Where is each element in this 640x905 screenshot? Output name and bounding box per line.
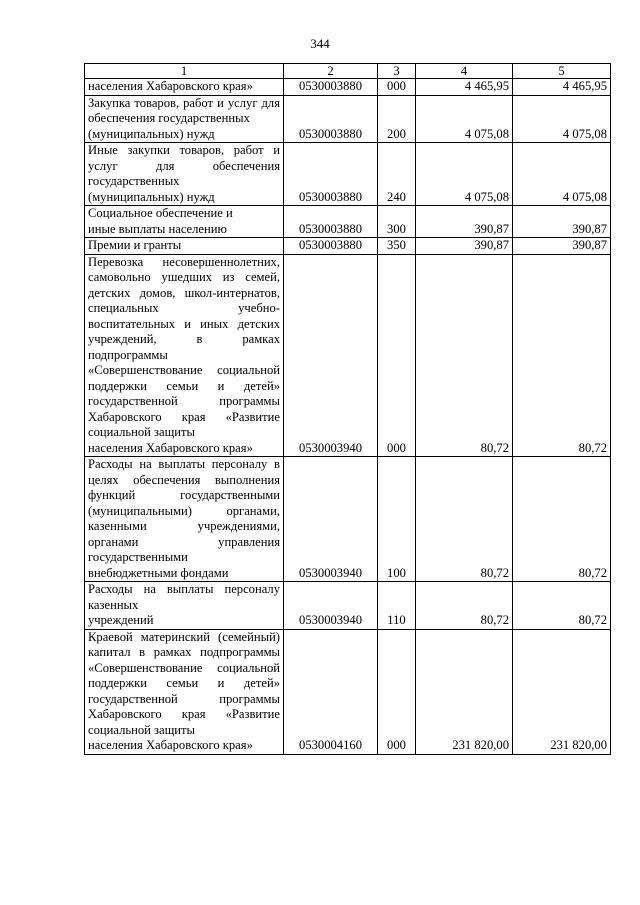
- table-row: [85, 95, 611, 143]
- expense-description: [85, 95, 284, 143]
- header-cell: 5: [513, 64, 611, 79]
- description-line: внебюджетными фондами: [88, 565, 229, 580]
- expense-type-code: 000: [378, 79, 416, 96]
- expense-description: [85, 457, 284, 582]
- amount-col-5: 231 820,00: [513, 629, 611, 754]
- description-line: Социальное обеспечение и: [88, 206, 233, 220]
- expense-type-code: 110: [378, 582, 416, 630]
- table-row: [85, 238, 611, 255]
- header-cell: 2: [284, 64, 378, 79]
- header-cell: 4: [416, 64, 513, 79]
- description-line: иные выплаты населению: [88, 221, 227, 236]
- description-line: Расходы на выплаты персоналу казенных: [88, 582, 280, 612]
- target-article-code: 0530003940: [284, 582, 378, 630]
- table-row: [85, 206, 611, 238]
- amount-col-5: 390,87: [513, 238, 611, 255]
- description-line: учреждений: [88, 613, 154, 627]
- table-row: [85, 582, 611, 630]
- expense-description: [85, 206, 284, 238]
- expense-description: [85, 254, 284, 457]
- table-row: [85, 457, 611, 582]
- amount-col-4: 80,72: [416, 254, 513, 457]
- description-line: (муниципальных) нужд: [88, 126, 215, 141]
- page-number: 344: [310, 36, 330, 51]
- header-cell: 3: [378, 64, 416, 79]
- target-article-code: 0530003880: [284, 79, 378, 96]
- expense-type-code: 000: [378, 254, 416, 457]
- expense-description: [85, 238, 284, 255]
- expense-description: [85, 143, 284, 206]
- amount-col-5: 80,72: [513, 582, 611, 630]
- expense-type-code: 200: [378, 95, 416, 143]
- expense-type-code: 100: [378, 457, 416, 582]
- budget-table: [84, 63, 611, 755]
- description-line: Премии и гранты: [88, 238, 182, 252]
- description-line: Перевозка несовершеннолетних, самовольно ушедших из семей, детских домов, школ-интернатов, специальных учебно-воспитательных и иных детских учреждений, в рамках подпрограммы «Совершенствование социальной поддержки семьи и детей» государственной программы Хабаровского края «Развитие социальной защиты: [88, 254, 280, 439]
- table-header-row: [85, 64, 611, 79]
- amount-col-4: 80,72: [416, 457, 513, 582]
- description-line: населения Хабаровского края»: [88, 440, 253, 455]
- table-row: [85, 79, 611, 96]
- description-line: (муниципальных) нужд: [88, 189, 215, 204]
- header-cell: 1: [85, 64, 284, 79]
- target-article-code: 0530003880: [284, 238, 378, 255]
- expense-type-code: 000: [378, 629, 416, 754]
- amount-col-4: 231 820,00: [416, 629, 513, 754]
- amount-col-5: 4 075,08: [513, 95, 611, 143]
- amount-col-5: 390,87: [513, 206, 611, 238]
- description-line: Краевой материнский (семейный) капитал в рамках подпрограммы «Совершенствование социальной поддержки семьи и детей» государственной программы Хабаровского края «Развитие социальной защиты: [88, 629, 280, 737]
- amount-col-4: 390,87: [416, 238, 513, 255]
- expense-description: [85, 629, 284, 754]
- expense-type-code: 300: [378, 206, 416, 238]
- amount-col-5: 80,72: [513, 457, 611, 582]
- table-row: [85, 629, 611, 754]
- target-article-code: 0530003880: [284, 95, 378, 143]
- target-article-code: 0530003880: [284, 206, 378, 238]
- amount-col-4: 80,72: [416, 582, 513, 630]
- target-article-code: 0530003940: [284, 457, 378, 582]
- target-article-code: 0530004160: [284, 629, 378, 754]
- expense-type-code: 350: [378, 238, 416, 255]
- description-line: населения Хабаровского края»: [88, 79, 253, 93]
- amount-col-5: 4 075,08: [513, 143, 611, 206]
- amount-col-4: 390,87: [416, 206, 513, 238]
- amount-col-5: 80,72: [513, 254, 611, 457]
- amount-col-4: 4 075,08: [416, 143, 513, 206]
- description-line: Иные закупки товаров, работ и услуг для обеспечения государственных: [88, 143, 280, 188]
- amount-col-4: 4 465,95: [416, 79, 513, 96]
- amount-col-4: 4 075,08: [416, 95, 513, 143]
- table-row: [85, 254, 611, 457]
- description-line: Расходы на выплаты персоналу в целях обеспечения выполнения функций государственными (муниципальными) органами, казенными учреждениями, органами управления государственными: [88, 457, 280, 564]
- description-line: населения Хабаровского края»: [88, 738, 253, 752]
- expense-description: [85, 79, 284, 96]
- target-article-code: 0530003940: [284, 254, 378, 457]
- description-line: Закупка товаров, работ и услуг для обеспечения государственных: [88, 95, 280, 125]
- expense-type-code: 240: [378, 143, 416, 206]
- amount-col-5: 4 465,95: [513, 79, 611, 96]
- target-article-code: 0530003880: [284, 143, 378, 206]
- expense-description: [85, 582, 284, 630]
- table-row: [85, 143, 611, 206]
